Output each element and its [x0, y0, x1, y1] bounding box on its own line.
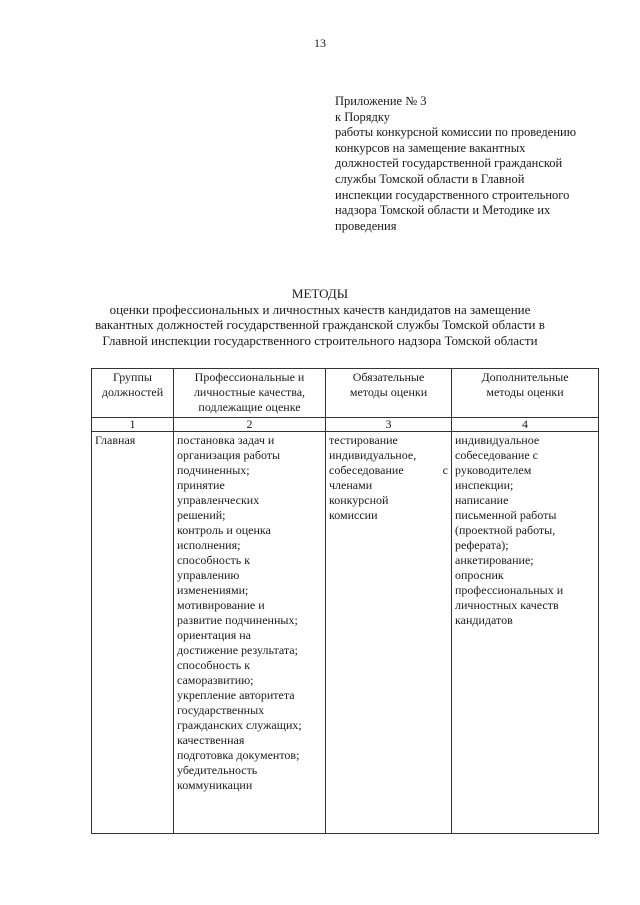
appendix-line: работы конкурсной комиссии по проведению: [335, 125, 577, 140]
column-number: 4: [452, 418, 599, 432]
appendix-line: службы Томской области в Главной: [335, 171, 525, 186]
header-additional-methods: [452, 369, 599, 418]
table-header-row: [92, 369, 599, 418]
header-mandatory-methods: [326, 369, 452, 418]
appendix-line: проведения: [335, 218, 397, 233]
header-line: Дополнительные: [481, 370, 569, 384]
document-heading: [0, 286, 640, 348]
additional-line: реферата);: [455, 538, 509, 552]
methods-table: [91, 368, 599, 834]
cell-group: Главная: [92, 432, 174, 834]
additional-line: написание: [455, 493, 509, 507]
additional-line: письменной работы: [455, 508, 557, 522]
quality-line: организация работы: [177, 448, 281, 462]
header-line: Профессиональные и: [194, 370, 305, 384]
document-subtitle-line: вакантных должностей государственной гражданской службы Томской области в: [95, 317, 545, 332]
header-qualities: [174, 369, 326, 418]
header-line: подлежащие оценке: [198, 400, 301, 414]
appendix-line: надзора Томской области и Методике их: [335, 203, 551, 218]
appendix-line: Приложение № 3: [335, 94, 427, 108]
mandatory-line: [329, 463, 448, 478]
column-number: 2: [174, 418, 326, 432]
additional-line: анкетирование;: [455, 553, 534, 567]
document-subtitle-line: оценки профессиональных и личностных качеств кандидатов на замещение: [109, 301, 531, 317]
column-number: 3: [326, 418, 452, 432]
quality-line: исполнения;: [177, 538, 241, 552]
mandatory-line: комиссии: [329, 508, 378, 522]
column-number-row: [92, 418, 599, 432]
additional-line: (проектной работы,: [455, 523, 556, 537]
document-title: МЕТОДЫ: [291, 286, 349, 301]
quality-line: изменениями;: [177, 583, 249, 597]
quality-line: саморазвитию;: [177, 673, 254, 687]
header-line: Группы: [113, 370, 152, 384]
table-row: [92, 432, 599, 834]
quality-line: укрепление авторитета: [177, 688, 295, 702]
additional-line: индивидуальное: [455, 433, 540, 447]
header-line: методы оценки: [486, 385, 564, 399]
cell-additional-methods: [452, 432, 599, 834]
quality-line: коммуникации: [177, 778, 253, 792]
quality-line: ориентация на: [177, 628, 251, 642]
quality-line: управленческих: [177, 493, 260, 507]
header-line: должностей: [101, 385, 164, 399]
header-line: Обязательные: [352, 370, 425, 384]
header-line: методы оценки: [349, 385, 428, 399]
quality-line: управлению: [177, 568, 240, 582]
mandatory-word: собеседование: [329, 463, 404, 477]
additional-line: кандидатов: [455, 613, 513, 627]
quality-line: гражданских служащих;: [177, 718, 302, 732]
page-number: 13: [314, 36, 326, 50]
additional-line: профессиональных и: [455, 583, 564, 597]
quality-line: контроль и оценка: [177, 523, 271, 537]
quality-line: подготовка документов;: [177, 748, 300, 762]
quality-line: мотивирование и: [177, 598, 265, 612]
mandatory-line: индивидуальное,: [329, 448, 417, 462]
appendix-block: [335, 94, 625, 234]
appendix-line: инспекции государственного строительного: [335, 187, 570, 202]
cell-mandatory-methods: [326, 432, 452, 834]
quality-line: государственных: [177, 703, 265, 717]
quality-line: развитие подчиненных;: [177, 613, 298, 627]
quality-line: способность к: [177, 553, 251, 567]
header-line: личностные качества,: [193, 385, 306, 399]
header-groups: [92, 369, 174, 418]
additional-line: личностных качеств: [455, 598, 559, 612]
appendix-line: конкурсов на замещение вакантных: [335, 140, 526, 155]
additional-line: собеседование с: [455, 448, 538, 462]
quality-line: постановка задач и: [177, 433, 275, 447]
cell-qualities: [174, 432, 326, 834]
appendix-line: к Порядку: [335, 109, 390, 124]
column-number: 1: [92, 418, 174, 432]
quality-line: убедительность: [177, 763, 258, 777]
additional-line: руководителем: [455, 463, 532, 477]
appendix-line: должностей государственной гражданской: [335, 156, 563, 171]
quality-line: достижение результата;: [177, 643, 298, 657]
mandatory-word: с: [442, 463, 448, 477]
quality-line: качественная: [177, 733, 245, 747]
additional-line: опросник: [455, 568, 504, 582]
mandatory-line: тестирование: [329, 433, 398, 447]
additional-line: инспекции;: [455, 478, 514, 492]
quality-line: решений;: [177, 508, 226, 522]
quality-line: подчиненных;: [177, 463, 250, 477]
quality-line: принятие: [177, 478, 225, 492]
document-subtitle-line: Главной инспекции государственного строительного надзора Томской области: [102, 332, 538, 348]
quality-line: способность к: [177, 658, 251, 672]
mandatory-line: членами: [329, 478, 373, 492]
mandatory-line: конкурсной: [329, 493, 389, 507]
